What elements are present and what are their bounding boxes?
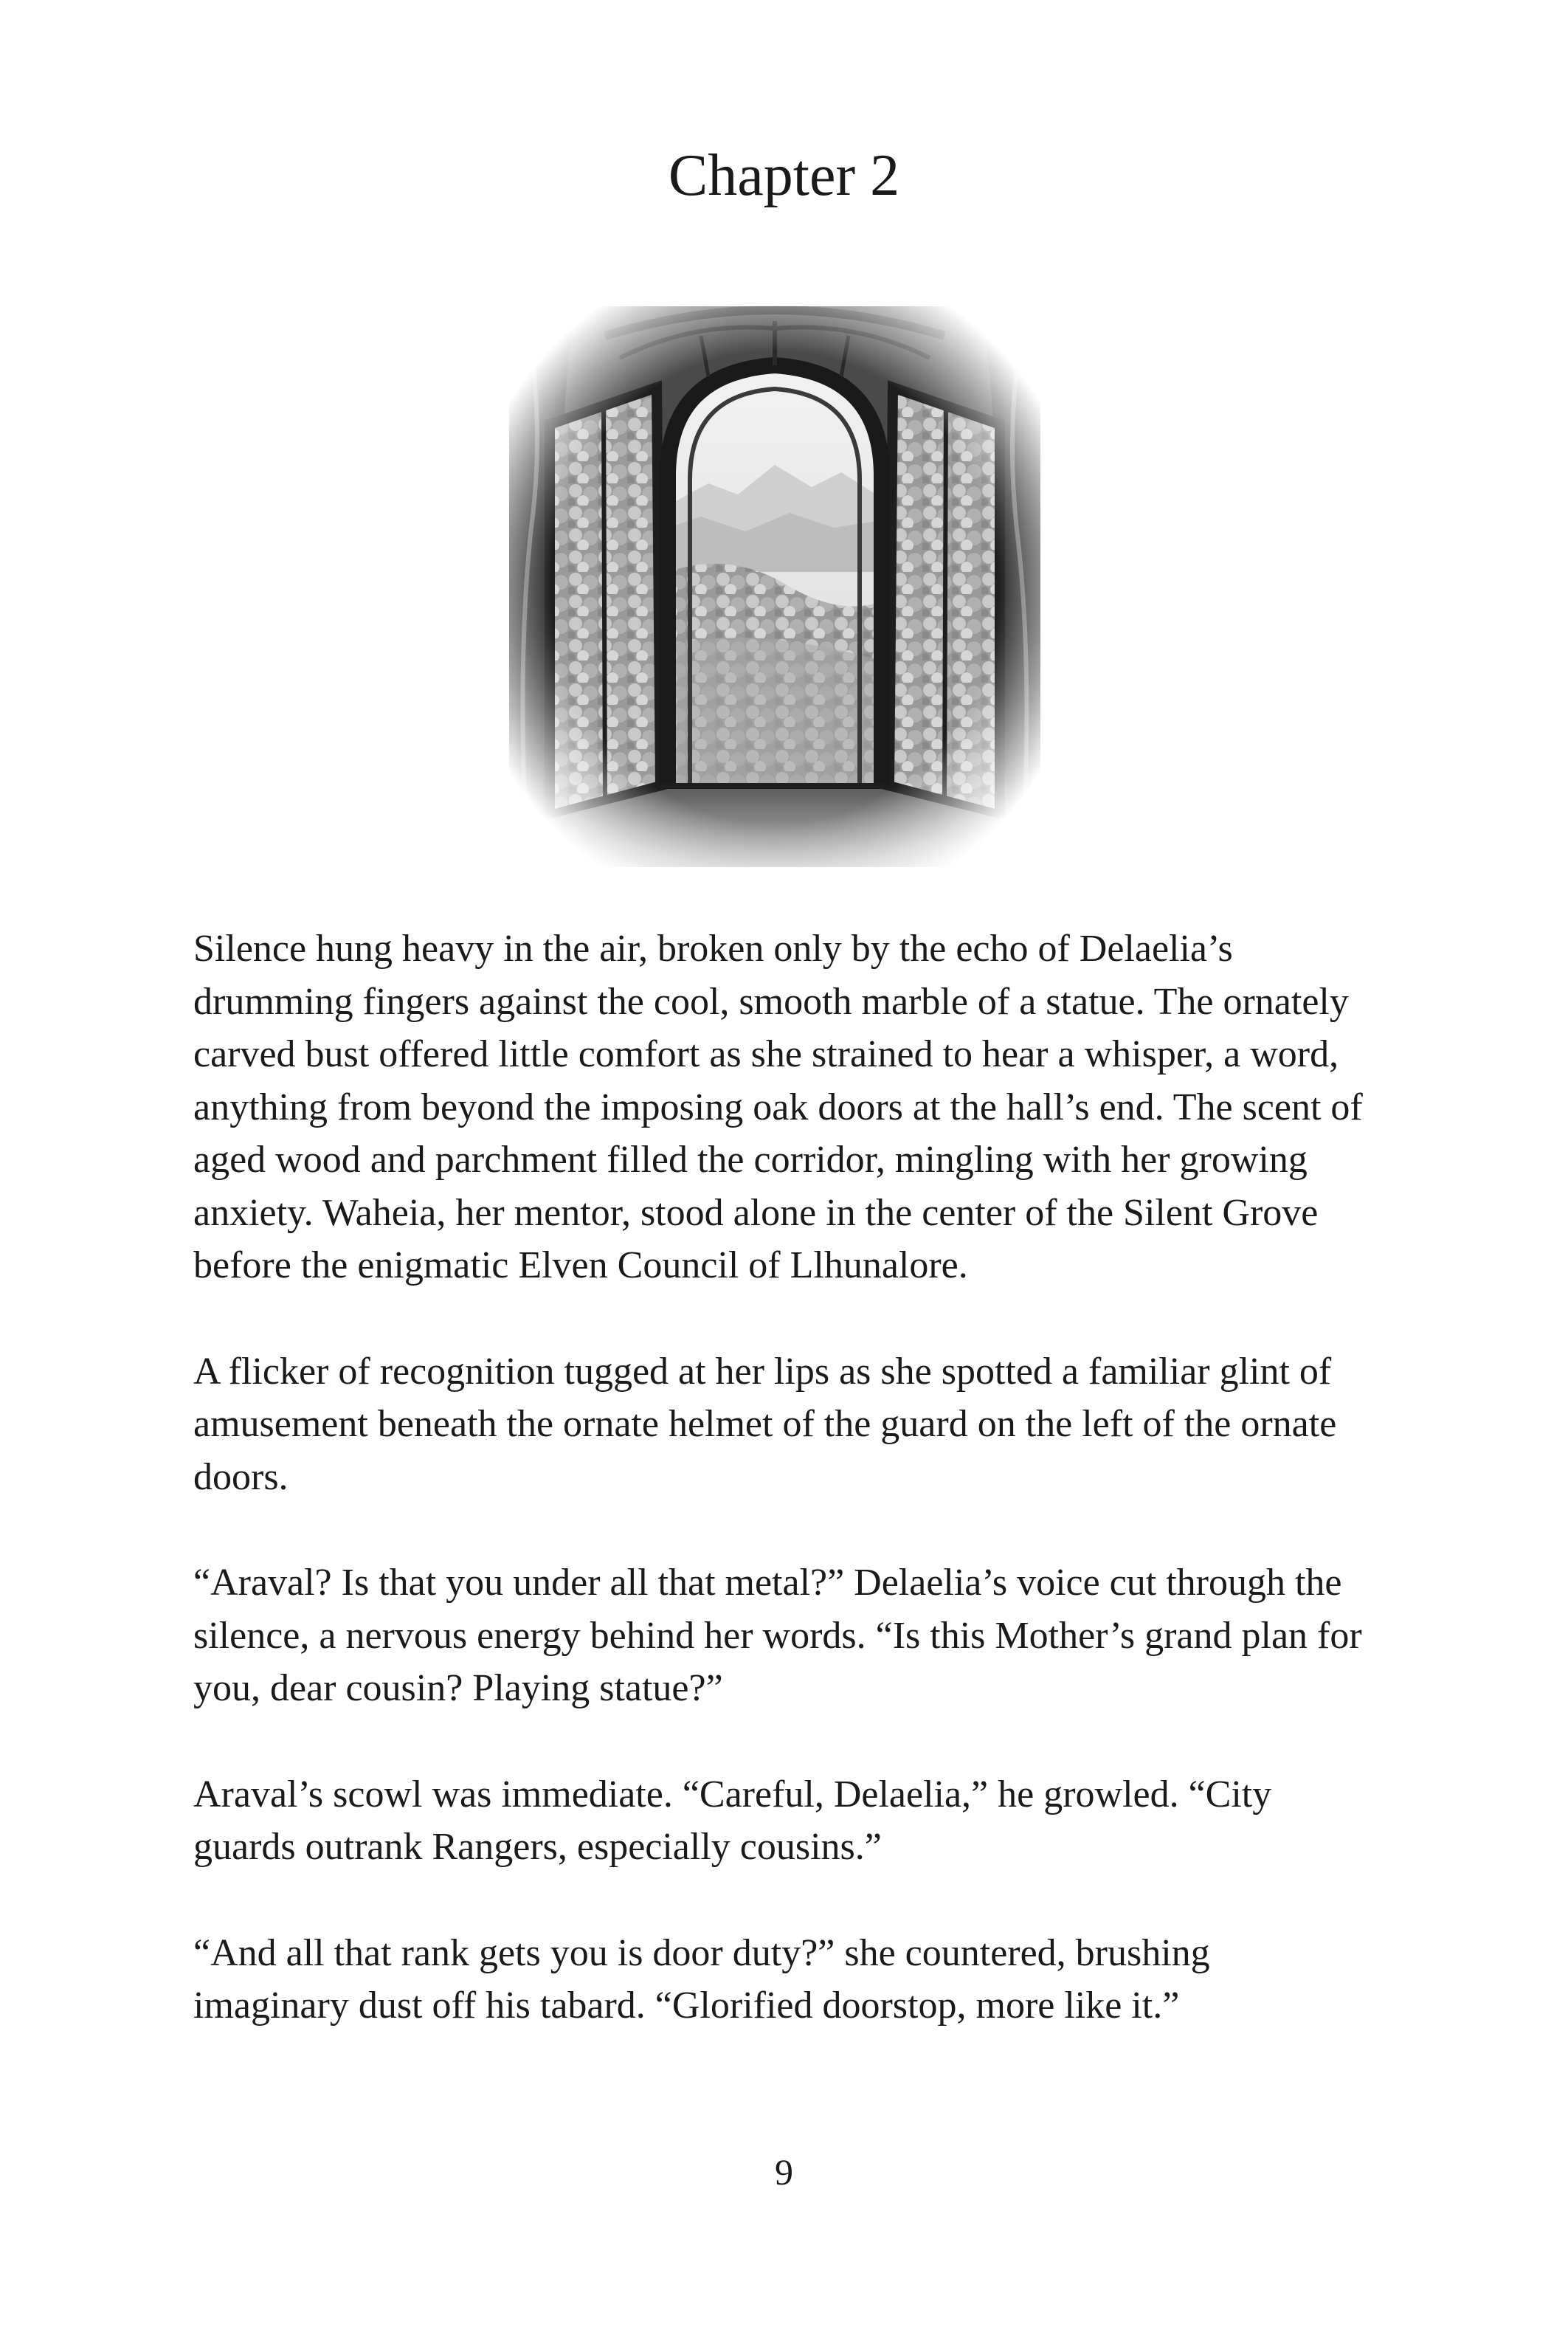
paragraph: “And all that rank gets you is door duty?” she countered, brushing imaginary dust off his tabard. “Glorified doorstop, more like it.” xyxy=(193,1931,1210,2027)
paragraph: “Araval? Is that you under all that metal?” Delaelia’s voice cut through the silence, a nervous energy behind her words. “Is this Mother’s grand plan for you, dear cousin? Playing statue?” xyxy=(193,1562,1362,1709)
chapter-body xyxy=(193,922,1374,2086)
chapter-title: Chapter 2 xyxy=(668,143,900,208)
paragraph: Silence hung heavy in the air, broken only by the echo of Delaelia’s drumming fingers against the cool, smooth marble of a statue. The ornately carved bust offered little comfort as she strained to hear a whisper, a word, anything from beyond the imposing oak doors at the hall’s end. The scent of aged wood and parchment filled the corridor, mingling with her growing anxiety. Waheia, her mentor, stood alone in the center of the Silent Grove before the enigmatic Elven Council of Llhunalore. xyxy=(193,928,1363,1286)
page-number: 9 xyxy=(775,2151,793,2193)
paragraph: Araval’s scowl was immediate. “Careful, Delaelia,” he growled. “City guards outrank Rangers, especially cousins.” xyxy=(193,1773,1272,1868)
chapter-illustration xyxy=(509,306,1040,867)
window-illustration xyxy=(509,306,1040,867)
paragraph: A flicker of recognition tugged at her lips as she spotted a familiar glint of amusement beneath the ornate helmet of the guard on the left of the ornate doors. xyxy=(193,1350,1337,1498)
